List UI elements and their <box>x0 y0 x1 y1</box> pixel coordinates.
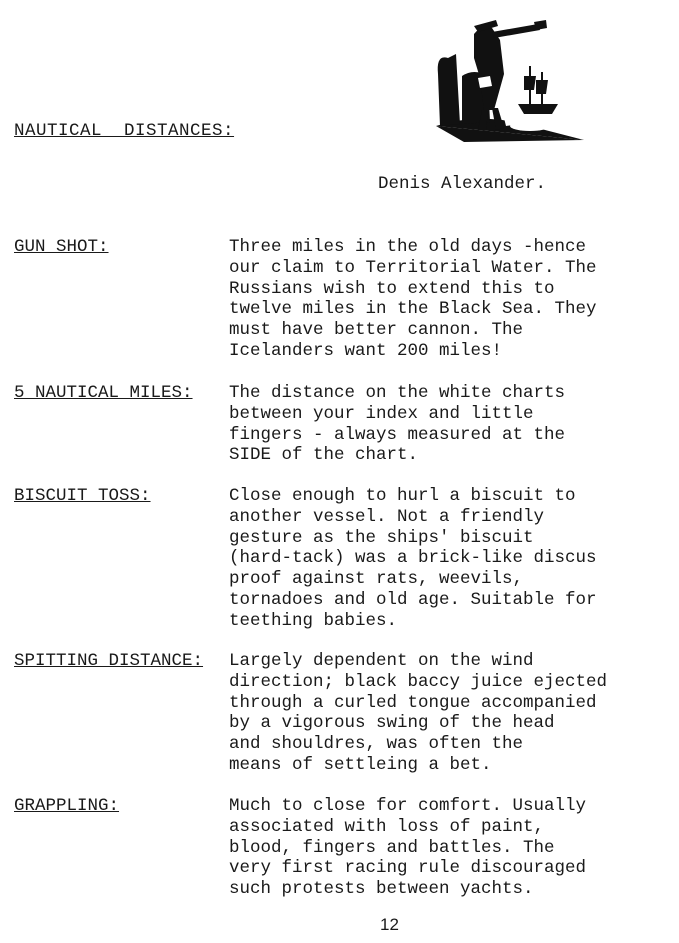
entry-definition: Three miles in the old days -hence our claim to Territorial Water. The Russians wish to extend this to twelve miles in the Black Sea. They must have better cannon. The Icelanders want 200 miles! <box>229 237 597 361</box>
entry-term: SPITTING DISTANCE: <box>14 651 204 671</box>
entry-term: 5 NAUTICAL MILES: <box>14 383 193 403</box>
entry-definition: Largely dependent on the wind direction; black baccy juice ejected through a curled tongue accompanied by a vigorous swing of the head and shouldres, was often the means of settleing a bet. <box>229 651 608 775</box>
entry-term: GRAPPLING: <box>14 796 120 816</box>
entry-term: GUN SHOT: <box>14 237 109 257</box>
author-name: Denis Alexander. <box>378 174 547 194</box>
page-title: NAUTICAL DISTANCES: <box>14 121 235 141</box>
sailor-with-telescope-illustration <box>434 14 594 142</box>
entry-term: BISCUIT TOSS: <box>14 486 151 506</box>
entry-definition: Much to close for comfort. Usually associated with loss of paint, blood, fingers and battles. The very first racing rule discouraged such protests between yachts. <box>229 796 587 900</box>
entry-definition: The distance on the white charts between your index and little fingers - always measured at the SIDE of the chart. <box>229 383 566 466</box>
entry-definition: Close enough to hurl a biscuit to another vessel. Not a friendly gesture as the ships' biscuit (hard-tack) was a brick-like discus proof against rats, weevils, tornadoes and old age. Suitable for teething babies. <box>229 486 597 631</box>
page-number: 12 <box>380 915 399 934</box>
